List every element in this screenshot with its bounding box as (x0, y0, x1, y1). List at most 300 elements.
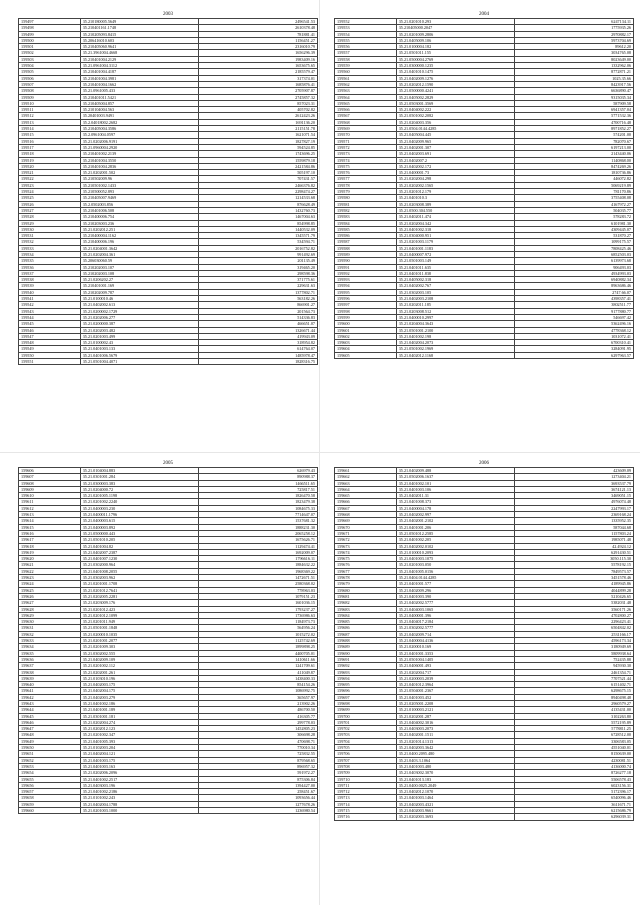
row-id-cell: 159662 (335, 474, 397, 480)
row-id-cell: 159675 (335, 556, 397, 562)
row-id-cell: 159623 (19, 575, 81, 581)
row-amount-cell: 514336.83 (199, 314, 318, 320)
row-code-cell: 35.21.0204003.356 (396, 119, 515, 125)
data-table (334, 18, 634, 359)
row-amount-cell: 1345571.79 (199, 233, 318, 239)
row-id-cell: 159579 (335, 189, 397, 195)
panel-title: 2003 (163, 12, 173, 17)
row-id-cell: 159553 (335, 25, 397, 31)
row-id-cell: 159664 (335, 486, 397, 492)
row-amount-cell: 1736986.63 (199, 612, 318, 618)
row-amount-cell: 587909.58 (515, 100, 634, 106)
row-code-cell: 35.210401004.1662 (80, 81, 199, 87)
row-id-cell: 159550 (19, 352, 81, 358)
row-amount-cell: 5506578.43 (515, 776, 634, 782)
row-id-cell: 159588 (335, 245, 397, 251)
row-code-cell: 35.21.0501004.1405 (396, 656, 515, 662)
row-id-cell: 159699 (335, 707, 397, 713)
row-amount-cell: 4702800.27 (515, 612, 634, 618)
row-id-cell: 159572 (335, 144, 397, 150)
row-amount-cell: 8726277.18 (515, 770, 634, 776)
row-id-cell: 159546 (19, 327, 81, 333)
row-code-cell: 35.21.0406001.493 (396, 663, 515, 669)
row-code-cell: 35.206030060.59 (80, 258, 199, 264)
row-code-cell: 35.21.0502006.1637 (396, 474, 515, 480)
row-code-cell: 35.210400006.754 (80, 214, 199, 220)
row-amount-cell: 1692009.07 (199, 549, 318, 555)
row-id-cell: 159713 (335, 795, 397, 801)
row-id-cell: 159593 (335, 277, 397, 283)
row-code-cell: 35.21.0100010.2093 (396, 549, 515, 555)
row-id-cell: 159510 (19, 100, 81, 106)
row-code-cell: 35.21.0102003.204 (80, 745, 199, 751)
row-code-cell: 35.21.0202001.287 (396, 713, 515, 719)
row-code-cell: 35.210400004.1162 (80, 233, 199, 239)
row-amount-cell: 6101981.30 (515, 220, 634, 226)
row-id-cell: 159695 (335, 682, 397, 688)
row-id-cell: 159576 (335, 170, 397, 176)
row-amount-cell: 2461354.71 (515, 669, 634, 675)
row-id-cell: 159567 (335, 113, 397, 119)
row-id-cell: 159679 (335, 581, 397, 587)
row-code-cell: 35.21.0501012.2585 (396, 530, 515, 536)
row-id-cell: 159683 (335, 606, 397, 612)
row-amount-cell: 2296423.41 (515, 619, 634, 625)
row-amount-cell: 466651.07 (199, 321, 318, 327)
row-code-cell: 35.210405004.857 (80, 100, 199, 106)
row-amount-cell: 1743696.25 (199, 151, 318, 157)
row-amount-cell: 6151402.71 (515, 682, 634, 688)
row-code-cell: 35.21.0100003.2121 (396, 707, 515, 713)
row-id-cell: 159531 (19, 233, 81, 239)
row-code-cell: 35.21.0501011.155 (396, 50, 515, 56)
row-code-cell: 35.21.0201002.2240 (80, 499, 199, 505)
row-code-cell: 35.21.0400007.972 (396, 251, 515, 257)
panel-2006 (334, 460, 634, 821)
row-amount-cell: 1537681.32 (199, 518, 318, 524)
row-amount-cell: 1157803.24 (515, 530, 634, 536)
row-amount-cell: 1452805.23 (199, 726, 318, 732)
row-id-cell: 159650 (19, 745, 81, 751)
row-amount-cell: 2185579.47 (199, 69, 318, 75)
row-id-cell: 159646 (19, 719, 81, 725)
row-code-cell: 35.210400006.196 (80, 239, 199, 245)
row-id-cell: 159574 (335, 157, 397, 163)
row-amount-cell: 534594.71 (199, 239, 318, 245)
row-id-cell: 159585 (335, 226, 397, 232)
row-amount-cell: 2421584.86 (199, 163, 318, 169)
row-amount-cell: 3611671.71 (515, 801, 634, 807)
row-id-cell: 159608 (19, 480, 81, 486)
row-code-cell: 35.21.0400001.73 (396, 170, 515, 176)
row-code-cell: 35.21.0103010.196 (80, 675, 199, 681)
row-code-cell: 35.21.0401003.452 (396, 694, 515, 700)
row-amount-cell: 782070.67 (515, 138, 634, 144)
row-amount-cell: 423609.09 (515, 468, 634, 474)
row-code-cell: 35.21.0100010.46 (80, 296, 199, 302)
row-id-cell: 159603 (335, 340, 397, 346)
row-code-cell: 35.21.0404.0144.4285 (396, 575, 515, 581)
row-id-cell: 159606 (19, 468, 81, 474)
row-id-cell: 159689 (335, 644, 397, 650)
row-id-cell: 159629 (19, 612, 81, 618)
row-amount-cell: 4976074.48 (515, 499, 634, 505)
data-table (334, 467, 634, 821)
row-id-cell: 159649 (19, 738, 81, 744)
row-id-cell: 159512 (19, 113, 81, 119)
row-code-cell: 35.21.0401011.838 (396, 270, 515, 276)
row-amount-cell: 1828316.75 (199, 359, 318, 365)
row-code-cell: 35.21.0202012.1590 (396, 81, 515, 87)
row-code-cell: 35.21.0202006.2096 (80, 770, 199, 776)
row-code-cell: 35.206416010.603 (80, 37, 199, 43)
row-code-cell: 35.21.0403003.196 (80, 782, 199, 788)
row-amount-cell: 229631.63 (199, 283, 318, 289)
row-id-cell: 159575 (335, 163, 397, 169)
row-amount-cell: 4136000.74 (515, 763, 634, 769)
row-id-cell: 159561 (335, 75, 397, 81)
row-code-cell: 35.21.0402001.1511 (396, 732, 515, 738)
row-amount-cell: 6941357.04 (515, 107, 634, 113)
row-code-cell: 35.21.0500000.443 (80, 530, 199, 536)
row-amount-cell: 317374.01 (199, 75, 318, 81)
row-id-cell: 159677 (335, 568, 397, 574)
row-amount-cell: 8474269.26 (515, 163, 634, 169)
row-id-cell: 159584 (335, 220, 397, 226)
row-id-cell: 159616 (19, 530, 81, 536)
row-id-cell: 159601 (335, 327, 397, 333)
row-id-cell: 159581 (335, 201, 397, 207)
row-code-cell: 35.21.0202004.298 (396, 176, 515, 182)
row-id-cell: 159556 (335, 44, 397, 50)
row-id-cell: 159669 (335, 518, 397, 524)
row-amount-cell: 1888231.30 (199, 524, 318, 530)
row-amount-cell: 2298474.27 (199, 189, 318, 195)
row-id-cell: 159509 (19, 94, 81, 100)
row-id-cell: 159566 (335, 107, 397, 113)
row-code-cell: 35.21.0202004.274 (80, 719, 199, 725)
row-amount-cell: 8023649.00 (515, 56, 634, 62)
row-id-cell: 159551 (19, 359, 81, 365)
row-code-cell: 35.21.0401003.175 (80, 757, 199, 763)
row-id-cell: 159619 (19, 549, 81, 555)
row-id-cell: 159712 (335, 789, 397, 795)
row-code-cell: 35.21.0403003.2073 (396, 726, 515, 732)
row-id-cell: 159513 (19, 119, 81, 125)
row-amount-cell: 201135.49 (199, 258, 318, 264)
row-amount-cell: 6023156.31 (515, 782, 634, 788)
row-code-cell: 35.21.0401012.3964 (396, 682, 515, 688)
row-code-cell: 35.21.0202004.361 (80, 251, 199, 257)
row-amount-cell: 9315035.34 (515, 94, 634, 100)
row-code-cell: 35.21.0304000.951 (396, 233, 515, 239)
row-id-cell: 159668 (335, 512, 397, 518)
row-code-cell: 35.21.0201003.1179 (396, 239, 515, 245)
row-id-cell: 159643 (19, 700, 81, 706)
row-id-cell: 159612 (19, 505, 81, 511)
row-amount-cell: 1086992.75 (199, 688, 318, 694)
row-id-cell: 159563 (335, 88, 397, 94)
row-code-cell: 35.210401161.1748 (80, 25, 199, 31)
row-amount-cell: 626979.43 (199, 468, 318, 474)
row-code-cell: 35.210401004.3550 (80, 157, 199, 163)
row-code-cell: 35.21.0402009.109 (80, 656, 199, 662)
row-code-cell: 35.21.0504001.2367 (396, 688, 515, 694)
row-id-cell: 159659 (19, 801, 81, 807)
row-id-cell: 159614 (19, 518, 81, 524)
row-id-cell: 159500 (19, 37, 81, 43)
row-id-cell: 159607 (19, 474, 81, 480)
row-code-cell: 35.21.0205001.2208 (396, 700, 515, 706)
row-code-cell: 35.21.0402004.121 (80, 751, 199, 757)
row-amount-cell: 1826470.58 (199, 493, 318, 499)
row-id-cell: 159559 (335, 63, 397, 69)
row-id-cell: 159518 (19, 151, 81, 157)
row-id-cell: 159703 (335, 732, 397, 738)
row-amount-cell: 6940882.34 (515, 277, 634, 283)
row-id-cell: 159499 (19, 31, 81, 37)
row-code-cell: 35.21.0401001.3353 (396, 650, 515, 656)
row-id-cell: 159631 (19, 625, 81, 631)
row-code-cell: 35.21.0402009.1276 (396, 75, 515, 81)
row-amount-cell: 6197213.00 (515, 144, 634, 150)
row-code-cell: 35.21.0401003.106 (396, 486, 515, 492)
row-amount-cell: 6296039.31 (515, 814, 634, 820)
row-code-cell: 35.21.0402001.307 (396, 144, 515, 150)
row-code-cell: 35.21.0402012.1070 (396, 789, 515, 795)
row-id-cell: 159604 (335, 346, 397, 352)
row-code-cell: 35.21.0501010.205 (80, 537, 199, 543)
row-code-cell: 35.21.0104004.883 (80, 468, 199, 474)
row-id-cell: 159543 (19, 308, 81, 314)
row-code-cell: 35.21.0200002.1729 (80, 308, 199, 314)
row-amount-cell: 4934993.03 (515, 270, 634, 276)
row-id-cell: 159688 (335, 638, 397, 644)
row-id-cell: 159595 (335, 289, 397, 295)
row-id-cell: 159583 (335, 214, 397, 220)
row-amount-cell: 319465.20 (199, 264, 318, 270)
row-amount-cell: 854154.26 (199, 682, 318, 688)
row-id-cell: 159640 (19, 682, 81, 688)
row-code-cell: 35.21.0203008.512 (396, 308, 515, 314)
row-code-cell: 35.21.0202001.502 (80, 170, 199, 176)
row-code-cell: 35.21.0405004.445 (396, 132, 515, 138)
row-id-cell: 159609 (19, 486, 81, 492)
row-amount-cell: 574201.00 (515, 132, 634, 138)
row-id-cell: 159627 (19, 600, 81, 606)
table-row (19, 359, 318, 365)
row-code-cell: 35.21.0201002.112 (80, 663, 199, 669)
row-id-cell: 159628 (19, 606, 81, 612)
row-code-cell: 35.21.0201002.347 (80, 732, 199, 738)
row-id-cell: 159672 (335, 537, 397, 543)
row-amount-cell: 781881.41 (199, 31, 318, 37)
row-id-cell: 159682 (335, 600, 397, 606)
row-amount-cell: 4400705.01 (199, 650, 318, 656)
row-code-cell: 35.210401006.508 (80, 207, 199, 213)
row-code-cell: 35.21.0960004.2920 (80, 144, 199, 150)
row-amount-cell: 752435.88 (515, 656, 634, 662)
row-code-cell: 35.21.0301001.284 (80, 474, 199, 480)
row-amount-cell: 594524.85 (199, 144, 318, 150)
row-id-cell: 159526 (19, 201, 81, 207)
row-id-cell: 159560 (335, 69, 397, 75)
row-id-cell: 159586 (335, 233, 397, 239)
row-code-cell: 35.21.0201014.1313 (396, 738, 515, 744)
row-id-cell: 159707 (335, 757, 397, 763)
row-id-cell: 159537 (19, 270, 81, 276)
row-amount-cell: 2115151.78 (199, 126, 318, 132)
row-id-cell: 159541 (19, 296, 81, 302)
row-id-cell: 159590 (335, 258, 397, 264)
row-code-cell: 35.21.0202003.482 (80, 327, 199, 333)
row-code-cell: 35.21.0204001.3642 (80, 245, 199, 251)
row-amount-cell: 3451578.46 (515, 575, 634, 581)
row-id-cell: 159544 (19, 314, 81, 320)
row-amount-cell: 8940498.48 (515, 694, 634, 700)
row-amount-cell: 446072.82 (515, 176, 634, 182)
row-code-cell: 35.21.0201011.949 (80, 619, 199, 625)
row-code-cell: 35.21.0401002.318 (396, 226, 515, 232)
row-amount-cell: 6540096.46 (515, 795, 634, 801)
row-id-cell: 159600 (335, 321, 397, 327)
row-code-cell: 35.21.0501003.149 (396, 258, 515, 264)
row-id-cell: 159529 (19, 220, 81, 226)
row-code-cell: 35.21.0401007.1230 (80, 556, 199, 562)
row-amount-cell: 4135431.00 (515, 707, 634, 713)
row-id-cell: 159685 (335, 619, 397, 625)
row-code-cell: 35.210401004.2129 (80, 56, 199, 62)
row-code-cell: 35.21.0400.2095.480 (396, 751, 515, 757)
row-amount-cell: 2531166.17 (515, 631, 634, 637)
row-id-cell: 159571 (335, 138, 397, 144)
row-code-cell: 35.21.0201003.050 (396, 562, 515, 568)
data-table (18, 467, 318, 814)
row-id-cell: 159680 (335, 587, 397, 593)
row-code-cell: 35.21.0500004.2769 (396, 56, 515, 62)
row-amount-cell: 4596173.34 (515, 638, 634, 644)
row-code-cell: 35.21.0201009.303 (80, 644, 199, 650)
row-id-cell: 159674 (335, 549, 397, 555)
row-amount-cell: 3674121.13 (515, 486, 634, 492)
row-code-cell: 35.21.0501001.1848 (80, 625, 199, 631)
row-amount-cell: 854998.85 (199, 220, 318, 226)
row-id-cell: 159698 (335, 700, 397, 706)
row-amount-cell: 1968369.22 (199, 568, 318, 574)
row-id-cell: 159653 (19, 763, 81, 769)
row-amount-cell: 6298675.15 (515, 688, 634, 694)
row-amount-cell: 564956.24 (199, 625, 318, 631)
row-amount-cell: 587044.68 (515, 524, 634, 530)
row-code-cell: 35.21.0401005.0156 (396, 568, 515, 574)
row-amount-cell: 2369168.24 (515, 512, 634, 518)
row-amount-cell: 890988.37 (199, 474, 318, 480)
row-id-cell: 159673 (335, 543, 397, 549)
row-code-cell: 35.21.0405002.318 (396, 277, 515, 283)
row-code-cell: 35.21.0300003.383 (80, 480, 199, 486)
row-id-cell: 159521 (19, 170, 81, 176)
row-id-cell: 159625 (19, 587, 81, 593)
row-id-cell: 159617 (19, 537, 81, 543)
row-amount-cell: 3560171.26 (515, 606, 634, 612)
row-id-cell: 159690 (335, 650, 397, 656)
row-code-cell: 35.210104004.563 (80, 107, 199, 113)
row-code-cell: 35.21.0401002.101 (396, 480, 515, 486)
row-amount-cell: 6700310.41 (515, 340, 634, 346)
row-id-cell: 159705 (335, 745, 397, 751)
row-id-cell: 159578 (335, 182, 397, 188)
row-code-cell: 35.21.0400.0025.2049 (396, 782, 515, 788)
row-id-cell: 159700 (335, 713, 397, 719)
row-amount-cell: 5778811.25 (515, 726, 634, 732)
row-id-cell: 159519 (19, 157, 81, 163)
row-code-cell: 35.210205093.8415 (80, 31, 199, 37)
row-amount-cell: 306698.28 (199, 732, 318, 738)
row-amount-cell: 6139973.68 (515, 258, 634, 264)
row-code-cell: 35.21.0402007.2387 (80, 549, 199, 555)
row-id-cell: 159694 (335, 675, 397, 681)
row-code-cell: 35.21.0401008.2055 (80, 568, 199, 574)
row-id-cell: 159535 (19, 258, 81, 264)
row-amount-cell: 1326671.44 (199, 327, 318, 333)
row-code-cell: 35.21.0400004.4136 (396, 638, 515, 644)
row-amount-cell: 7849573.57 (515, 568, 634, 574)
row-id-cell: 159644 (19, 707, 81, 713)
row-amount-cell: 3102263.80 (515, 713, 634, 719)
row-code-cell: 35.21.0402012.1168 (396, 352, 515, 358)
row-id-cell: 159515 (19, 132, 81, 138)
row-amount-cell: 1810736.86 (515, 170, 634, 176)
row-amount-cell: 5210426.65 (515, 593, 634, 599)
row-id-cell: 159681 (335, 593, 397, 599)
page-divider-horizontal (0, 452, 640, 453)
row-code-cell: 35.21.0500.304.550 (396, 207, 515, 213)
row-id-cell: 159557 (335, 50, 397, 56)
row-id-cell: 159636 (19, 656, 81, 662)
row-code-cell: 35.21.0402009.714 (396, 631, 515, 637)
row-amount-cell: 2496541.53 (199, 19, 318, 25)
row-id-cell: 159503 (19, 56, 81, 62)
row-id-cell: 159530 (19, 226, 81, 232)
row-id-cell: 159615 (19, 524, 81, 530)
row-amount-cell: 299778.03 (199, 719, 318, 725)
row-amount-cell: 1099175.57 (515, 239, 634, 245)
row-code-cell: 35.21.0402003.4321 (396, 801, 515, 807)
row-amount-cell: 2316010.79 (199, 44, 318, 50)
row-id-cell: 159714 (335, 801, 397, 807)
row-code-cell: 35.21.0501001.2100 (396, 327, 515, 333)
row-code-cell: 35.2.0502003.856 (80, 201, 199, 207)
row-amount-cell: 876628.49 (199, 201, 318, 207)
row-id-cell: 159554 (335, 31, 397, 37)
row-amount-cell: 371775.61 (199, 277, 318, 283)
row-amount-cell: 1025.35.66 (515, 75, 634, 81)
row-id-cell: 159671 (335, 530, 397, 536)
row-id-cell: 159626 (19, 593, 81, 599)
row-amount-cell: 2612423.26 (199, 113, 318, 119)
row-amount-cell: 6297963.57 (515, 352, 634, 358)
row-code-cell: 35.210180005.5649 (80, 19, 199, 25)
row-amount-cell: 1129474.41 (199, 543, 318, 549)
row-id-cell: 159547 (19, 333, 81, 339)
row-amount-cell: 1277678.26 (199, 801, 318, 807)
row-id-cell: 159502 (19, 50, 81, 56)
row-code-cell: 35.21.0404017.2184 (396, 619, 515, 625)
row-amount-cell: 5069219.89 (515, 182, 634, 188)
row-code-cell: 35.21.0401003.1075 (396, 556, 515, 562)
row-code-cell: 35.210202003.108 (80, 270, 199, 276)
row-code-cell: 35.21.0402003.3642 (396, 745, 515, 751)
